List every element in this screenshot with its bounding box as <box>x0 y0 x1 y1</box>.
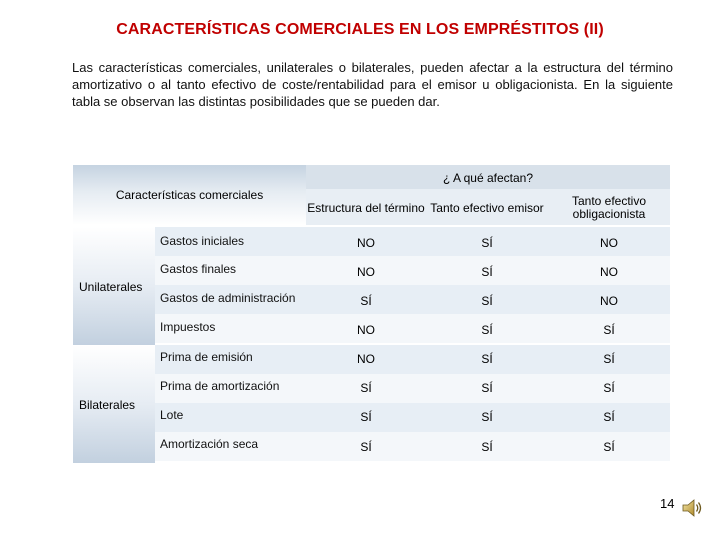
group-bilaterales <box>73 345 155 463</box>
cell-value: SÍ <box>481 381 493 395</box>
row-label-gastos-iniciales: Gastos iniciales <box>160 234 245 248</box>
cell-value: SÍ <box>603 352 615 366</box>
cell-value: SÍ <box>481 352 493 366</box>
intro-paragraph: Las características comerciales, unilaterales o bilaterales, pueden afectar a la estructura del término amortizativo o al tanto efectivo de coste/rentabilidad para el emisor u obligacionista. En la siguiente tabla se observan las distintas posibilidades que se pueden dar. <box>72 60 673 109</box>
group-label-bilaterales: Bilaterales <box>79 398 136 412</box>
column-header-estructura: Estructura del término <box>306 189 426 225</box>
page-number: 14 <box>660 496 675 511</box>
column-header-obligacionista: Tanto efectivo obligacionista <box>548 189 670 225</box>
cell-value: NO <box>600 265 618 279</box>
cell-value: SÍ <box>603 410 615 424</box>
row-label-amortizacion-seca: Amortización seca <box>160 437 259 451</box>
cell-value: SÍ <box>360 440 372 454</box>
column-header-emisor: Tanto efectivo emisor <box>426 189 548 225</box>
cell-value: SÍ <box>360 410 372 424</box>
cell-value: SÍ <box>360 294 372 308</box>
cell-value: SÍ <box>360 381 372 395</box>
row-label-impuestos: Impuestos <box>160 320 216 334</box>
speaker-icon[interactable] <box>680 496 704 520</box>
row-label-lote: Lote <box>160 408 184 422</box>
row-label-prima-amortizacion: Prima de amortización <box>160 379 280 393</box>
cell-value: SÍ <box>481 410 493 424</box>
header-question: ¿ A qué afectan? <box>306 165 670 189</box>
header-characteristics: Características comerciales <box>73 165 306 225</box>
cell-value: SÍ <box>481 265 493 279</box>
cell-value: NO <box>600 294 618 308</box>
row-label-gastos-administracion: Gastos de administración <box>160 291 296 305</box>
row-label-gastos-finales: Gastos finales <box>160 262 237 276</box>
cell-value: SÍ <box>603 440 615 454</box>
group-label-unilaterales: Unilaterales <box>79 280 143 294</box>
characteristics-table <box>73 165 670 462</box>
cell-value: SÍ <box>481 236 493 250</box>
cell-value: NO <box>357 265 375 279</box>
cell-value: NO <box>357 323 375 337</box>
cell-value: SÍ <box>603 323 615 337</box>
row-label-prima-emision: Prima de emisión <box>160 350 253 364</box>
cell-value: SÍ <box>481 323 493 337</box>
cell-value: SÍ <box>481 294 493 308</box>
slide-title: CARACTERÍSTICAS COMERCIALES EN LOS EMPRÉSTITOS (II) <box>116 21 604 38</box>
cell-value: SÍ <box>481 440 493 454</box>
cell-value: NO <box>357 236 375 250</box>
cell-value: SÍ <box>603 381 615 395</box>
cell-value: NO <box>600 236 618 250</box>
cell-value: NO <box>357 352 375 366</box>
group-unilaterales <box>73 227 155 345</box>
